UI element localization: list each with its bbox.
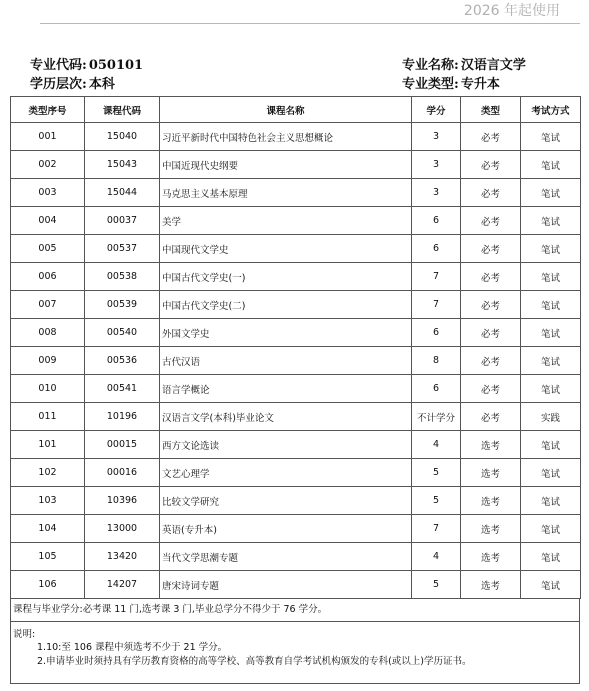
cell-exam: 笔试 xyxy=(521,235,581,263)
column-header-exam: 考试方式 xyxy=(521,97,581,123)
cell-credit: 5 xyxy=(412,487,461,515)
cell-credit: 6 xyxy=(412,207,461,235)
cell-type: 必考 xyxy=(461,123,521,151)
cell-seq: 002 xyxy=(11,151,85,179)
cell-credit: 3 xyxy=(412,123,461,151)
cell-credit: 6 xyxy=(412,375,461,403)
cell-code: 00541 xyxy=(85,375,160,403)
major-type-label: 专业类型: xyxy=(402,77,459,92)
table-row xyxy=(11,487,581,515)
cell-course-name: 美学 xyxy=(160,207,412,235)
cell-exam: 笔试 xyxy=(521,319,581,347)
cell-course-name: 古代汉语 xyxy=(160,347,412,375)
cell-exam: 笔试 xyxy=(521,347,581,375)
cell-code: 00538 xyxy=(85,263,160,291)
cell-seq: 006 xyxy=(11,263,85,291)
cell-seq: 104 xyxy=(11,515,85,543)
cell-credit: 6 xyxy=(412,235,461,263)
cell-credit: 7 xyxy=(412,263,461,291)
cell-code: 13420 xyxy=(85,543,160,571)
cell-credit: 4 xyxy=(412,431,461,459)
table-row xyxy=(11,291,581,319)
cell-exam: 笔试 xyxy=(521,151,581,179)
cell-seq: 010 xyxy=(11,375,85,403)
cell-code: 15043 xyxy=(85,151,160,179)
cell-type: 选考 xyxy=(461,515,521,543)
cell-seq: 101 xyxy=(11,431,85,459)
cell-code: 00537 xyxy=(85,235,160,263)
column-header-type: 类型 xyxy=(461,97,521,123)
cell-code: 13000 xyxy=(85,515,160,543)
major-type-value: 专升本 xyxy=(460,77,500,92)
major-code-label: 专业代码: xyxy=(30,58,87,73)
cell-credit: 不计学分 xyxy=(412,403,461,431)
cell-credit: 7 xyxy=(412,291,461,319)
cell-code: 00037 xyxy=(85,207,160,235)
cell-exam: 笔试 xyxy=(521,123,581,151)
table-row xyxy=(11,263,581,291)
table-header-row xyxy=(11,97,581,123)
cell-type: 必考 xyxy=(461,207,521,235)
note-item: 1.10:至 106 课程中须选考不少于 21 学分。 xyxy=(37,642,228,653)
cell-exam: 笔试 xyxy=(521,263,581,291)
cell-seq: 003 xyxy=(11,179,85,207)
cell-code: 00536 xyxy=(85,347,160,375)
cell-credit: 3 xyxy=(412,151,461,179)
cell-type: 必考 xyxy=(461,235,521,263)
cell-credit: 6 xyxy=(412,319,461,347)
cell-course-name: 英语(专升本) xyxy=(160,515,412,543)
major-name xyxy=(402,54,526,73)
course-table-body xyxy=(11,123,581,599)
cell-type: 选考 xyxy=(461,543,521,571)
cell-seq: 009 xyxy=(11,347,85,375)
cell-seq: 004 xyxy=(11,207,85,235)
table-row xyxy=(11,151,581,179)
cell-credit: 4 xyxy=(412,543,461,571)
cell-exam: 实践 xyxy=(521,403,581,431)
column-header-credit: 学分 xyxy=(412,97,461,123)
cell-exam: 笔试 xyxy=(521,459,581,487)
cell-exam: 笔试 xyxy=(521,515,581,543)
cell-seq: 001 xyxy=(11,123,85,151)
cell-course-name: 中国古代文学史(二) xyxy=(160,291,412,319)
cell-exam: 笔试 xyxy=(521,571,581,599)
table-row xyxy=(11,319,581,347)
cell-credit: 7 xyxy=(412,515,461,543)
table-row xyxy=(11,515,581,543)
column-header-seq: 类型序号 xyxy=(11,97,85,123)
table-row xyxy=(11,571,581,599)
table-row xyxy=(11,123,581,151)
note-item: 2.申请毕业时须持具有学历教育资格的高等学校、高等教育自学考试机构颁发的专科(或以上)学历证书。 xyxy=(37,656,472,667)
cell-course-name: 文艺心理学 xyxy=(160,459,412,487)
cell-type: 选考 xyxy=(461,487,521,515)
cell-code: 00539 xyxy=(85,291,160,319)
course-table xyxy=(10,96,581,599)
cell-credit: 5 xyxy=(412,571,461,599)
cell-type: 选考 xyxy=(461,571,521,599)
table-row xyxy=(11,459,581,487)
cell-type: 必考 xyxy=(461,319,521,347)
table-row xyxy=(11,431,581,459)
table-row xyxy=(11,179,581,207)
cell-course-name: 习近平新时代中国特色社会主义思想概论 xyxy=(160,123,412,151)
cell-type: 必考 xyxy=(461,375,521,403)
cell-course-name: 中国现代文学史 xyxy=(160,235,412,263)
cell-course-name: 马克思主义基本原理 xyxy=(160,179,412,207)
cell-course-name: 唐宋诗词专题 xyxy=(160,571,412,599)
notes-label: 说明: xyxy=(13,629,36,640)
major-code-value: 050101 xyxy=(88,58,144,73)
cell-seq: 005 xyxy=(11,235,85,263)
cell-exam: 笔试 xyxy=(521,179,581,207)
cell-code: 00016 xyxy=(85,459,160,487)
cell-course-name: 西方文论选读 xyxy=(160,431,412,459)
cell-type: 必考 xyxy=(461,179,521,207)
education-level-value: 本科 xyxy=(88,77,115,92)
cell-type: 必考 xyxy=(461,291,521,319)
cell-type: 选考 xyxy=(461,431,521,459)
cell-course-name: 当代文学思潮专题 xyxy=(160,543,412,571)
cell-course-name: 汉语言文学(本科)毕业论文 xyxy=(160,403,412,431)
cell-seq: 106 xyxy=(11,571,85,599)
cell-code: 15040 xyxy=(85,123,160,151)
table-row xyxy=(11,375,581,403)
usage-year-note: 2026 年起使用 xyxy=(463,3,560,19)
footer-box xyxy=(10,598,580,684)
education-level-label: 学历层次: xyxy=(30,77,87,92)
cell-course-name: 中国古代文学史(一) xyxy=(160,263,412,291)
column-header-name: 课程名称 xyxy=(160,97,412,123)
cell-course-name: 中国近现代史纲要 xyxy=(160,151,412,179)
cell-seq: 102 xyxy=(11,459,85,487)
cell-seq: 011 xyxy=(11,403,85,431)
major-name-label: 专业名称: xyxy=(402,58,459,73)
table-row xyxy=(11,403,581,431)
column-header-code: 课程代码 xyxy=(85,97,160,123)
cell-exam: 笔试 xyxy=(521,291,581,319)
table-row xyxy=(11,207,581,235)
cell-credit: 8 xyxy=(412,347,461,375)
major-name-value: 汉语言文学 xyxy=(460,58,526,73)
cell-credit: 5 xyxy=(412,459,461,487)
cell-exam: 笔试 xyxy=(521,207,581,235)
table-row xyxy=(11,543,581,571)
cell-course-name: 外国文学史 xyxy=(160,319,412,347)
cell-code: 14207 xyxy=(85,571,160,599)
table-row xyxy=(11,235,581,263)
header-rule xyxy=(40,23,580,24)
cell-type: 必考 xyxy=(461,263,521,291)
cell-code: 00015 xyxy=(85,431,160,459)
cell-exam: 笔试 xyxy=(521,543,581,571)
cell-type: 必考 xyxy=(461,347,521,375)
cell-seq: 103 xyxy=(11,487,85,515)
table-row xyxy=(11,347,581,375)
major-type xyxy=(402,73,500,92)
cell-type: 必考 xyxy=(461,151,521,179)
cell-exam: 笔试 xyxy=(521,487,581,515)
cell-code: 00540 xyxy=(85,319,160,347)
credit-summary: 课程与毕业学分:必考课 11 门,选考课 3 门,毕业总学分不得少于 76 学分。 xyxy=(11,598,579,622)
cell-seq: 105 xyxy=(11,543,85,571)
cell-code: 10396 xyxy=(85,487,160,515)
cell-type: 选考 xyxy=(461,459,521,487)
cell-seq: 008 xyxy=(11,319,85,347)
cell-course-name: 语言学概论 xyxy=(160,375,412,403)
cell-code: 10196 xyxy=(85,403,160,431)
cell-type: 必考 xyxy=(461,403,521,431)
cell-code: 15044 xyxy=(85,179,160,207)
cell-course-name: 比较文学研究 xyxy=(160,487,412,515)
cell-credit: 3 xyxy=(412,179,461,207)
education-level xyxy=(30,73,115,92)
cell-exam: 笔试 xyxy=(521,375,581,403)
major-code xyxy=(30,54,143,73)
cell-exam: 笔试 xyxy=(521,431,581,459)
cell-seq: 007 xyxy=(11,291,85,319)
